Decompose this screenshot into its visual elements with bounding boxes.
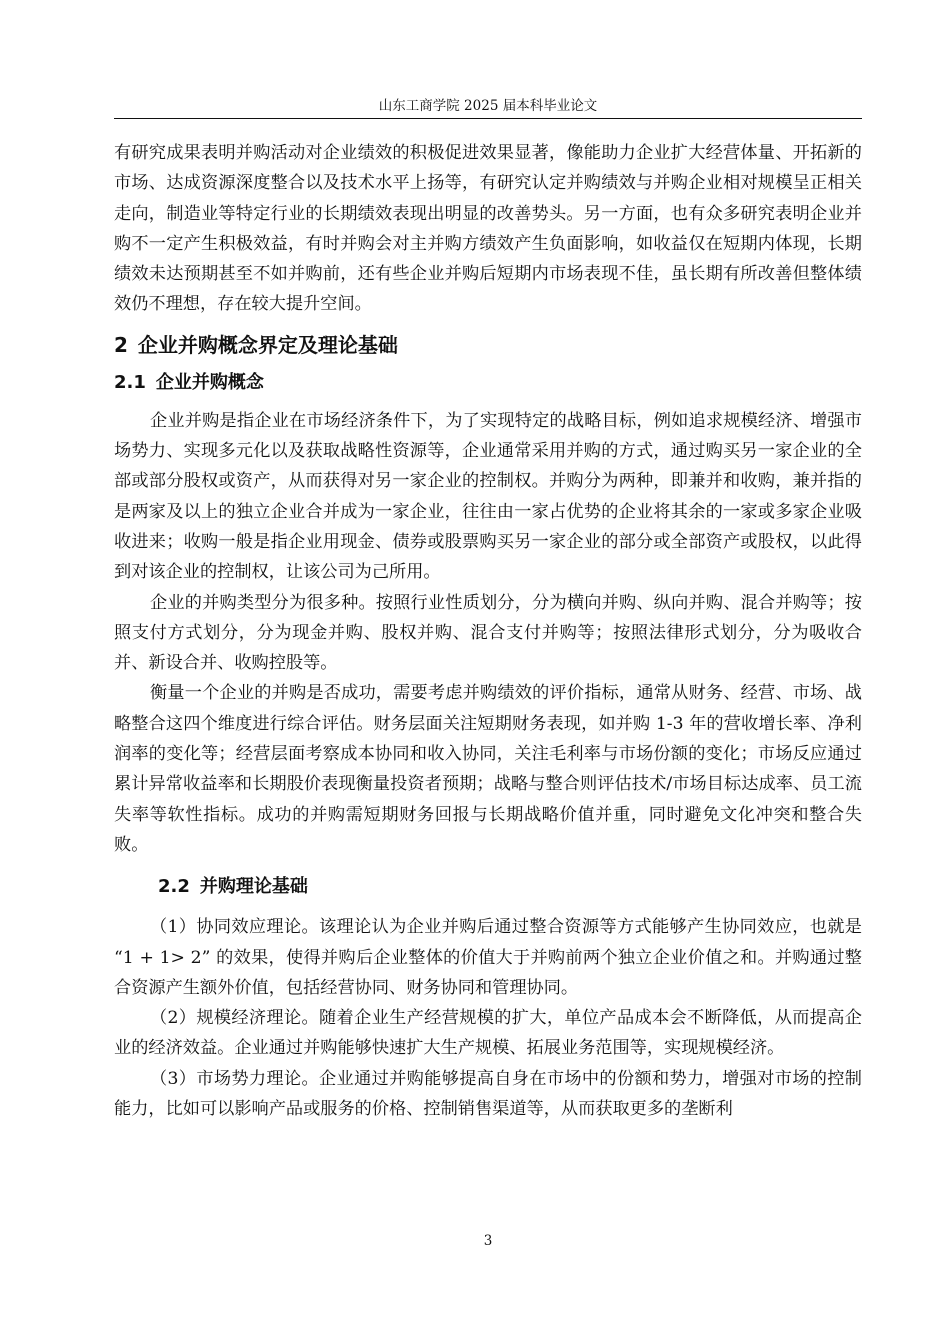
paragraph-definition: 企业并购是指企业在市场经济条件下，为了实现特定的战略目标，例如追求规模经济、增强市场势力、实现多元化以及获取战略性资源等，企业通常采用并购的方式，通过购买另一家企业的全部或部分股权或资产，从而获得对另一家企业的控制权。并购分为两种，即兼并和收购，兼并指的是两家及以上的独立企业合并成为一家企业，往往由一家占优势的企业将其余的一家或多家企业吸收进来；收购一般是指企业用现金、债券或股票购买另一家企业的部分或全部资产或股权，以此得到对该企业的控制权，让该公司为己所用。	[114, 410, 862, 583]
paragraph-synergy-theory: （1）协同效应理论。该理论认为企业并购后通过整合资源等方式能够产生协同效应，也就是 “1 + 1> 2” 的效果，使得并购后企业整体的价值大于并购前两个独立企业价值之和。并购通过整合资源产生额外价值，包括经营协同、财务协同和管理协同。	[114, 917, 862, 998]
header-rule	[114, 118, 862, 119]
subsection-number: 2.1	[114, 371, 146, 393]
page-body	[114, 138, 862, 1124]
page-number: 3	[483, 1233, 493, 1249]
section-number: 2	[114, 332, 128, 357]
section-title: 企业并购概念界定及理论基础	[137, 332, 398, 357]
subsection-title: 并购理论基础	[199, 876, 308, 898]
paragraph-evaluation: 衡量一个企业的并购是否成功，需要考虑并购绩效的评价指标，通常从财务、经营、市场、战略整合这四个维度进行综合评估。财务层面关注短期财务表现，如并购 1-3 年的营收增长率、净利润率的变化等；经营层面考察成本协同和收入协同，关注毛利率与市场份额的变化；市场反应通过累计异常收益率和长期股价表现衡量投资者预期；战略与整合则评估技术/市场目标达成率、员工流失率等软性指标。成功的并购需短期财务回报与长期战略价值并重，同时避免文化冲突和整合失败。	[114, 683, 862, 855]
paragraph-types: 企业的并购类型分为很多种。按照行业性质划分，分为横向并购、纵向并购、混合并购等；按照支付方式划分，分为现金并购、股权并购、混合支付并购等；按照法律形式划分，分为吸收合并、新设合并、收购控股等。	[114, 592, 862, 674]
paragraph-scale-economy-theory: （2）规模经济理论。随着企业生产经营规模的扩大，单位产品成本会不断降低，从而提高企业的经济效益。企业通过并购能够快速扩大生产规模、拓展业务范围等，实现规模经济。	[114, 1008, 862, 1059]
running-header: 山东工商学院 2025 届本科毕业论文	[378, 98, 598, 114]
section-heading-2	[114, 330, 862, 360]
subsection-number: 2.2	[158, 876, 190, 898]
paragraph-market-power-theory: （3）市场势力理论。企业通过并购能够提高自身在市场中的份额和势力，增强对市场的控制能力，比如可以影响产品或服务的价格、控制销售渠道等，从而获取更多的垄断利	[114, 1068, 862, 1120]
paragraph-continued: 有研究成果表明并购活动对企业绩效的积极促进效果显著，像能助力企业扩大经营体量、开拓新的市场、达成资源深度整合以及技术水平上扬等，有研究认定并购绩效与并购企业相对规模呈正相关走向，制造业等特定行业的长期绩效表现出明显的改善势头。另一方面，也有众多研究表明企业并购不一定产生积极效益，有时并购会对主并购方绩效产生负面影响，如收益仅在短期内体现，长期绩效未达预期甚至不如并购前，还有些企业并购后短期内市场表现不佳，虽长期有所改善但整体绩效仍不理想，存在较大提升空间。	[114, 143, 862, 315]
subsection-heading-2-2	[114, 872, 862, 902]
subsection-heading-2-1	[114, 368, 862, 398]
subsection-title: 企业并购概念	[155, 371, 264, 393]
